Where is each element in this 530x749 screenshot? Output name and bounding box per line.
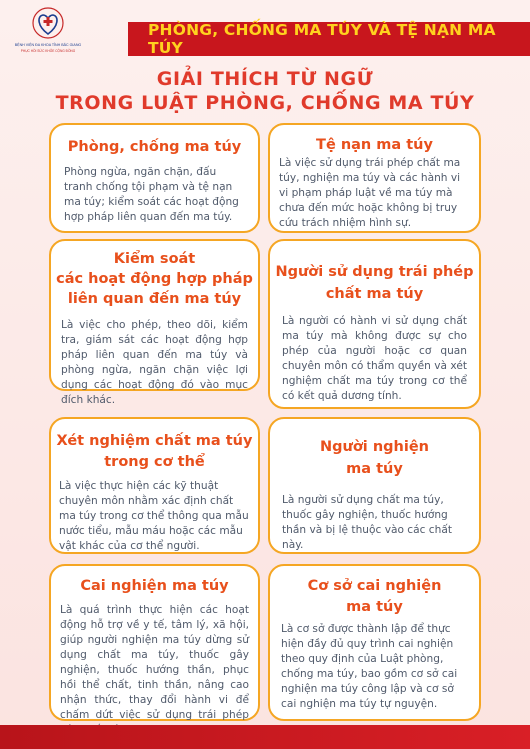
term-card-kiem-soat xyxy=(49,239,260,406)
page-heading-line2: TRONG LUẬT PHÒNG, CHỐNG MA TÚY xyxy=(55,92,475,114)
term-title: Kiểm soát các hoạt động hợp pháp liên quan đến ma túy xyxy=(56,251,253,307)
term-definition: Là việc thực hiện các kỹ thuật chuyên môn nhằm xác định chất ma túy trong cơ thể thông qua mẫu nước tiểu, mẫu máu hoặc các mẫu vật khác của cơ thể người. xyxy=(59,480,249,552)
term-definition: Là việc sử dụng trái phép chất ma túy, nghiện ma túy và các hành vi vi phạm pháp luật về ma túy mà chưa đến mức hoặc không bị truy cứu trách nhiệm hình sự. xyxy=(279,157,461,229)
term-card-te-nan-ma-tuy xyxy=(268,123,481,233)
term-card-nguoi-su-dung-trai-phep xyxy=(268,239,481,409)
term-card-co-so-cai-nghien xyxy=(268,564,481,721)
term-definition: Là người sử dụng chất ma túy, thuốc gây nghiện, thuốc hướng thần và bị lệ thuộc vào các chất này. xyxy=(282,494,452,551)
term-title: Xét nghiệm chất ma túy trong cơ thể xyxy=(56,433,253,470)
term-title: Cai nghiện ma túy xyxy=(80,578,229,594)
org-subtitle: PHỤC HỒI SỨC KHỎE CỘNG ĐỒNG xyxy=(20,48,76,53)
term-definition: Là việc cho phép, theo dõi, kiểm tra, giám sát các hoạt động hợp pháp liên quan đến ma túy và phòng ngừa, ngăn chặn việc lợi dụng các hoạt động đó vào mục đích khác. xyxy=(61,319,248,406)
term-card-cai-nghien xyxy=(49,564,260,721)
term-title: Người sử dụng trái phép chất ma túy xyxy=(275,264,474,302)
term-definition: Phòng ngừa, ngăn chặn, đấu tranh chống tội phạm và tệ nạn ma túy; kiểm soát các hoạt động hợp pháp liên quan đến ma túy. xyxy=(64,166,239,223)
hospital-logo-icon xyxy=(31,6,65,42)
hospital-logo xyxy=(10,6,86,58)
term-card-xet-nghiem xyxy=(49,417,260,554)
org-name: BỆNH VIỆN ĐA KHOA TỈNH BẮC GIANG xyxy=(14,43,82,47)
term-title: Phòng, chống ma túy xyxy=(67,139,242,155)
term-definition: Là người có hành vi sử dụng chất ma túy mà không được sự cho phép của người hoặc cơ quan chuyên môn có thẩm quyền và xét nghiệm chất ma túy trong cơ thể có kết quả dương tính. xyxy=(282,315,467,402)
term-card-nguoi-nghien xyxy=(268,417,481,554)
page-heading-line1: GIẢI THÍCH TỪ NGỮ xyxy=(156,68,374,90)
term-title: Tệ nạn ma túy xyxy=(316,137,433,153)
term-card-phong-chong-ma-tuy xyxy=(49,123,260,233)
footer-bar xyxy=(0,725,530,749)
term-definition: Là quá trình thực hiện các hoạt động hỗ trợ về y tế, tâm lý, xã hội, giúp người nghiện ma túy dừng sử dụng chất ma túy, thuốc gây nghiện, thuốc hướng thần, phục hồi thể chất, tinh thần, nâng cao nhận thức, thay đổi hành vi để chấm dứt việc sử dụng trái phép xyxy=(60,604,249,721)
title-banner: PHÒNG, CHỐNG MA TÚY VÀ TỆ NẠN MA TÚY xyxy=(128,22,530,56)
term-definition: Là cơ sở được thành lập để thực hiện đầy đủ quy trình cai nghiện theo quy định của Luật phòng, chống ma túy, bao gồm cơ sở cai nghiện ma túy công lập và cơ sở cai nghiện ma túy tự nguyện. xyxy=(281,623,458,710)
term-title: Người nghiện ma túy xyxy=(320,439,429,477)
term-title: Cơ sở cai nghiện ma túy xyxy=(307,578,442,615)
